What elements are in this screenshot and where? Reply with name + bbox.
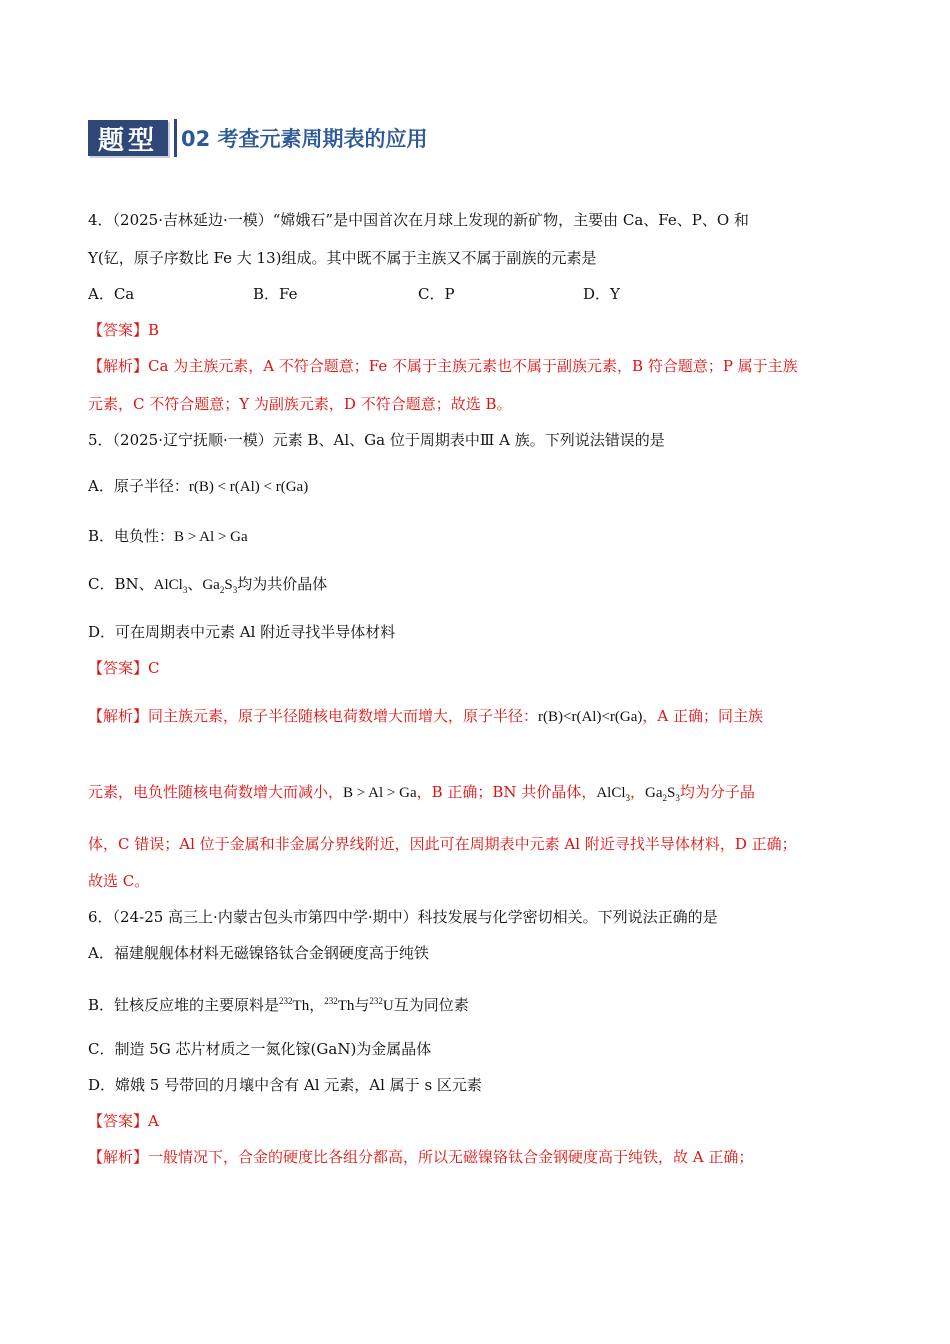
q4-option-c: C．P <box>418 285 455 303</box>
section-header <box>88 118 428 158</box>
q6-option-b-separator: ， <box>309 996 325 1014</box>
header-divider <box>174 119 177 157</box>
q5-option-b <box>88 526 248 547</box>
section-badge: 题型 <box>88 120 168 156</box>
q6-option-b-th232-second: $^{232}$Th <box>324 996 355 1014</box>
q5-option-a-label: A．原子半径： <box>88 477 189 495</box>
q5-option-b-label: B．电负性： <box>88 527 175 545</box>
q6-answer: 【答案】A <box>88 1112 159 1130</box>
q4-stem-line2: Y(钇，原子序数比 Fe 大 13)组成。其中既不属于主族又不属于副族的元素是 <box>88 249 597 267</box>
q5-option-c-formula-ga2s3: $Ga_2S_3$ <box>202 577 238 595</box>
q6-option-d: D．嫦娥 5 号带回的月壤中含有 Al 元素，Al 属于 s 区元素 <box>88 1076 482 1094</box>
q4-stem-line1: 4．（2025·吉林延边·一模）“嫦娥石”是中国首次在月球上发现的新矿物，主要由 Ca、Fe、P、O 和 <box>88 211 749 229</box>
q4-analysis-line1: 【解析】Ca 为主族元素，A 不符合题意；Fe 不属于主族元素也不属于副族元素，B 符合题意；P 属于主族 <box>88 357 798 375</box>
q5-analysis-line2-separator: ， <box>630 783 646 801</box>
q5-analysis-line1 <box>88 706 763 727</box>
q5-analysis-formula-ga2s3: $Ga_2S_3$ <box>645 785 680 803</box>
q6-option-a: A．福建舰舰体材料无磁镍铬钛合金钢硬度高于纯铁 <box>88 944 429 962</box>
q6-option-b-tail: 互为同位素 <box>393 996 469 1014</box>
q5-analysis-line3: 体，C 错误；Al 位于金属和非金属分界线附近，因此可在周期表中元素 Al 附近寻找半导体材料，D 正确； <box>88 835 797 853</box>
q4-answer: 【答案】B <box>88 321 160 339</box>
q5-analysis-line1-post: ，A 正确；同主族 <box>642 707 763 725</box>
q4-option-a: A．Ca <box>88 285 135 303</box>
q5-option-a-formula: r(B) < r(Al) < r(Ga) <box>188 479 309 495</box>
q6-option-b-label: B．钍核反应堆的主要原料是 <box>88 996 280 1014</box>
q5-option-c-separator: 、 <box>187 575 203 593</box>
q5-analysis-formula-alcl3: AlCl$_3$ <box>596 785 631 803</box>
q6-option-b <box>88 991 469 1016</box>
q6-option-b-th232-first: $^{232}$Th <box>279 996 310 1014</box>
q5-option-c-label: C．BN、 <box>88 575 154 593</box>
q6-option-b-u232: $^{232}$U <box>369 996 394 1014</box>
q5-analysis-line1-formula: r(B)<r(Al)<r(Ga) <box>538 709 643 725</box>
q5-analysis-line2-post: 均为分子晶 <box>679 783 755 801</box>
q4-option-b: B．Fe <box>253 285 298 303</box>
q5-option-a <box>88 476 308 497</box>
q5-analysis-line2-pre: 元素，电负性随核电荷数增大而减小， <box>88 783 344 801</box>
q5-option-c-tail: 均为共价晶体 <box>237 575 328 593</box>
q5-option-c-formula-alcl3: AlCl$_3$ <box>153 577 188 595</box>
q5-answer: 【答案】C <box>88 659 160 677</box>
q6-option-c: C．制造 5G 芯片材质之一氮化镓(GaN)为金属晶体 <box>88 1040 432 1058</box>
q4-option-d: D．Y <box>583 285 620 303</box>
q6-stem: 6．（24-25 高三上·内蒙古包头市第四中学·期中）科技发展与化学密切相关。下列说法正确的是 <box>88 908 718 926</box>
q5-option-c <box>88 574 327 600</box>
q5-analysis-line1-pre: 【解析】同主族元素，原子半径随核电荷数增大而增大，原子半径： <box>88 707 539 725</box>
q5-stem: 5．（2025·辽宁抚顺·一模）元素 B、Al、Ga 位于周期表中Ⅲ A 族。下列说法错误的是 <box>88 431 665 449</box>
q5-option-b-formula: B > Al > Ga <box>174 529 248 545</box>
section-title: 02 考查元素周期表的应用 <box>181 127 428 151</box>
q5-analysis-line4: 故选 C。 <box>88 872 150 890</box>
q6-option-b-mid: 与 <box>354 996 370 1014</box>
q5-analysis-line2 <box>88 782 755 808</box>
q6-analysis-line1: 【解析】一般情况下，合金的硬度比各组分都高，所以无磁镍铬钛合金钢硬度高于纯铁，故 A 正确； <box>88 1148 754 1166</box>
q4-analysis-line2: 元素，C 不符合题意；Y 为副族元素，D 不符合题意；故选 B。 <box>88 395 512 413</box>
q5-analysis-line2-mid: ，B 正确；BN 共价晶体， <box>416 783 597 801</box>
q5-analysis-line2-formula: B > Al > Ga <box>343 785 417 801</box>
q5-option-d: D．可在周期表中元素 Al 附近寻找半导体材料 <box>88 623 396 641</box>
